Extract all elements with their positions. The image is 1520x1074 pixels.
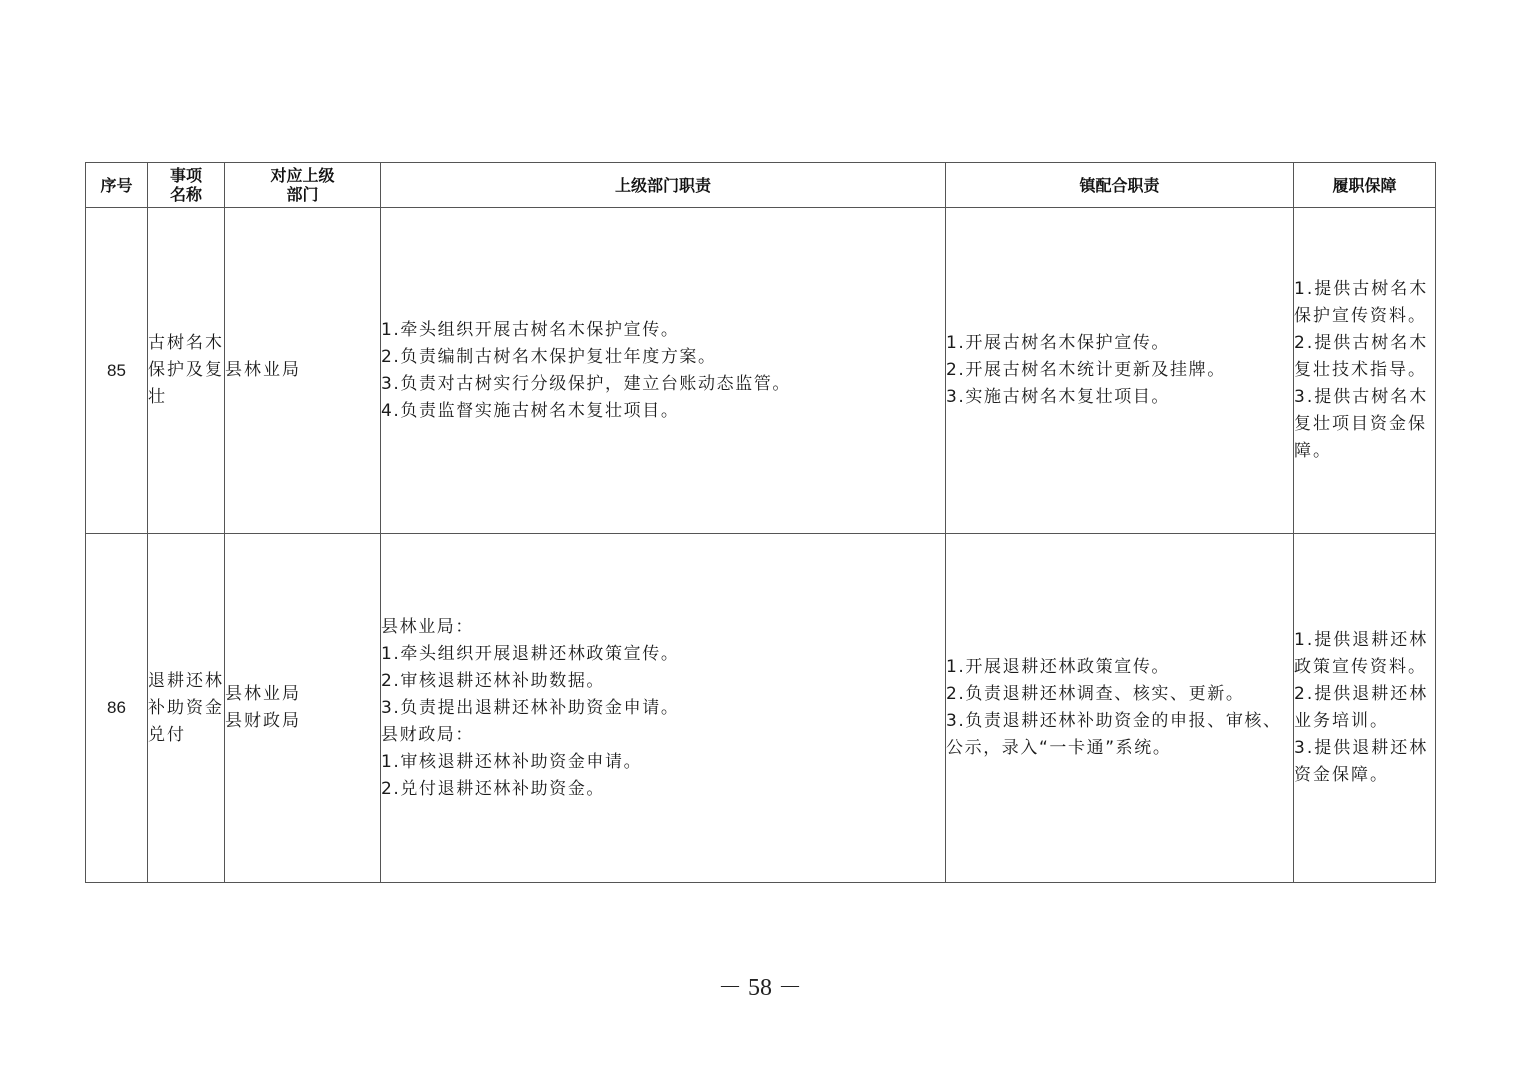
row-town-duty: [946, 534, 1294, 883]
upper-duty-line: 1.审核退耕还林补助资金申请。: [381, 751, 643, 772]
town-duty-line: 3.实施古树名木复壮项目。: [946, 387, 1171, 407]
upper-duty-line: 2.负责编制古树名木保护复壮年度方案。: [381, 346, 717, 367]
row-town-duty: [946, 208, 1294, 534]
guarantee-item: 1.提供古树名木保护宣传资料。: [1294, 279, 1429, 326]
row-item-name: 古树名木保护及复壮: [148, 208, 225, 534]
upper-duty-line: 县财政局：: [381, 724, 474, 745]
dept-line: 县财政局: [225, 711, 301, 731]
row-upper-duty: [381, 208, 946, 534]
page-number: － 58 －: [718, 975, 802, 1001]
table-header-row: [86, 163, 1436, 208]
upper-duty-line: 1.牵头组织开展退耕还林政策宣传。: [381, 643, 680, 664]
guarantee-item: 3.提供古树名木复壮项目资金保障。: [1294, 387, 1429, 461]
row-dept: [225, 534, 381, 883]
header-item-name-line: 事项: [169, 166, 202, 185]
upper-duty-line: 2.审核退耕还林补助数据。: [381, 670, 606, 691]
header-item-name-line: 名称: [169, 185, 202, 204]
header-dept: [225, 163, 381, 208]
header-upper-duty: 上级部门职责: [381, 163, 946, 208]
row-guarantee: [1294, 534, 1436, 883]
duty-table: [85, 162, 1436, 883]
upper-duty-line: 1.牵头组织开展古树名木保护宣传。: [381, 319, 680, 340]
header-dept-line: 部门: [286, 185, 319, 204]
upper-duty-line: 2.兑付退耕还林补助资金。: [381, 778, 606, 799]
dept-line: 县林业局: [225, 684, 301, 704]
upper-duty-line: 3.负责对古树实行分级保护，建立台账动态监管。: [381, 373, 792, 394]
upper-duty-line: 3.负责提出退耕还林补助资金申请。: [381, 697, 680, 718]
header-item-name: [148, 163, 225, 208]
guarantee-item: 2.提供古树名木复壮技术指导。: [1294, 333, 1429, 380]
town-duty-line: 1.开展古树名木保护宣传。: [946, 333, 1171, 353]
table-row: [86, 534, 1436, 883]
town-duty-line: 2.开展古树名木统计更新及挂牌。: [946, 360, 1226, 380]
town-duty-line: 2.负责退耕还林调查、核实、更新。: [946, 684, 1245, 704]
row-upper-duty: [381, 534, 946, 883]
header-dept-line: 对应上级: [270, 166, 335, 185]
row-dept: [225, 208, 381, 534]
row-item-name: 退耕还林补助资金兑付: [148, 534, 225, 883]
town-duty-line: 1.开展退耕还林政策宣传。: [946, 657, 1171, 677]
town-duty-line: 3.负责退耕还林补助资金的申报、审核、公示，录入“一卡通”系统。: [946, 711, 1282, 758]
guarantee-item: 2.提供退耕还林业务培训。: [1294, 684, 1429, 731]
upper-duty-line: 县林业局：: [381, 616, 474, 637]
dept-line: 县林业局: [225, 360, 301, 380]
guarantee-item: 3.提供退耕还林资金保障。: [1294, 738, 1429, 785]
guarantee-item: 1.提供退耕还林政策宣传资料。: [1294, 630, 1429, 677]
header-guarantee: 履职保障: [1294, 163, 1436, 208]
header-town-duty: 镇配合职责: [946, 163, 1294, 208]
table-row: [86, 208, 1436, 534]
row-seq: 86: [86, 534, 148, 883]
header-seq: 序号: [86, 163, 148, 208]
upper-duty-line: 4.负责监督实施古树名木复壮项目。: [381, 400, 680, 421]
row-guarantee: [1294, 208, 1436, 534]
row-seq: 85: [86, 208, 148, 534]
